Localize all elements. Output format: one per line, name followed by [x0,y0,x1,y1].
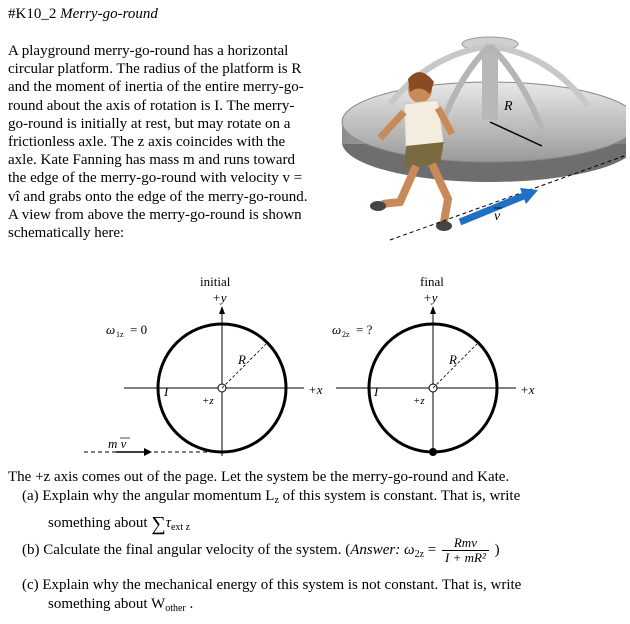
part-c: (c) Explain why the mechanical energy of this system is not constant. That is, write something about $W_{other}$ . [22,577,522,614]
answer-fraction: $\frac{\text{Rmv}}{\text{I + mR²}}$ [442,536,489,565]
initial-x-label: +x [308,382,323,397]
problem-code: #K10_2 [8,6,57,22]
mv-arrow [144,448,152,456]
final-y-label: +y [423,290,438,305]
sigma-symbol: ∑ [151,513,166,535]
initial-inertia-label: I [164,384,169,399]
initial-radius-label: R [238,352,246,367]
omega2-sub: 2z [342,330,350,339]
omega2-symbol: ω [332,322,342,337]
mv-label: m v [108,436,127,451]
initial-y-label: +y [212,290,227,305]
omega2-value: = ? [356,322,373,337]
part-b: (b) Calculate the final angular velocity of the system. (Answer: $\omega_{2z}$ = $\frac{\text{Rmv}}{\text{I + mR²}}$ ) [22,535,500,565]
kate-position-dot [429,448,437,456]
merry-go-round-illustration [320,34,626,244]
intro-paragraph: A playground merry-go-round has a horizontal circular platform. The radius of the platform is R and the moment of inertia of the entire merry-go-round about the axis of rotation is I. The merry-go-round is initially at rest, but may rotate on a frictionless axle. The z axis coincides with the axle. Kate Fanning has mass m and runs toward the edge of the merry-go-round with velocity v = vî and grabs onto the edge of the merry-go-round. A view from above the merry-go-round is shown schematically here: [8,43,308,242]
omega1-value: = 0 [130,322,148,337]
initial-label: initial [200,274,231,289]
velocity-label: v [494,209,501,224]
part-a: (a) Explain why the angular momentum $L_z$ of this system is constant. That is, write something about $\sum\tau_{ext z}$ [22,488,521,535]
top-view-diagram [0,270,630,485]
initial-z-label: +z [202,395,214,407]
final-radius-label: R [449,352,457,367]
problem-title [8,6,158,23]
final-inertia-label: I [374,384,379,399]
problem-name: Merry-go-round [60,6,158,22]
radius-label: R [504,99,513,114]
system-statement: The +z axis comes out of the page. Let the system be the merry-go-round and Kate. [8,469,510,485]
omega1-sub: 1z [116,330,124,339]
final-z-label: +z [413,395,425,407]
omega1-symbol: ω [106,322,116,337]
final-label: final [420,274,444,289]
final-x-label: +x [520,382,535,397]
